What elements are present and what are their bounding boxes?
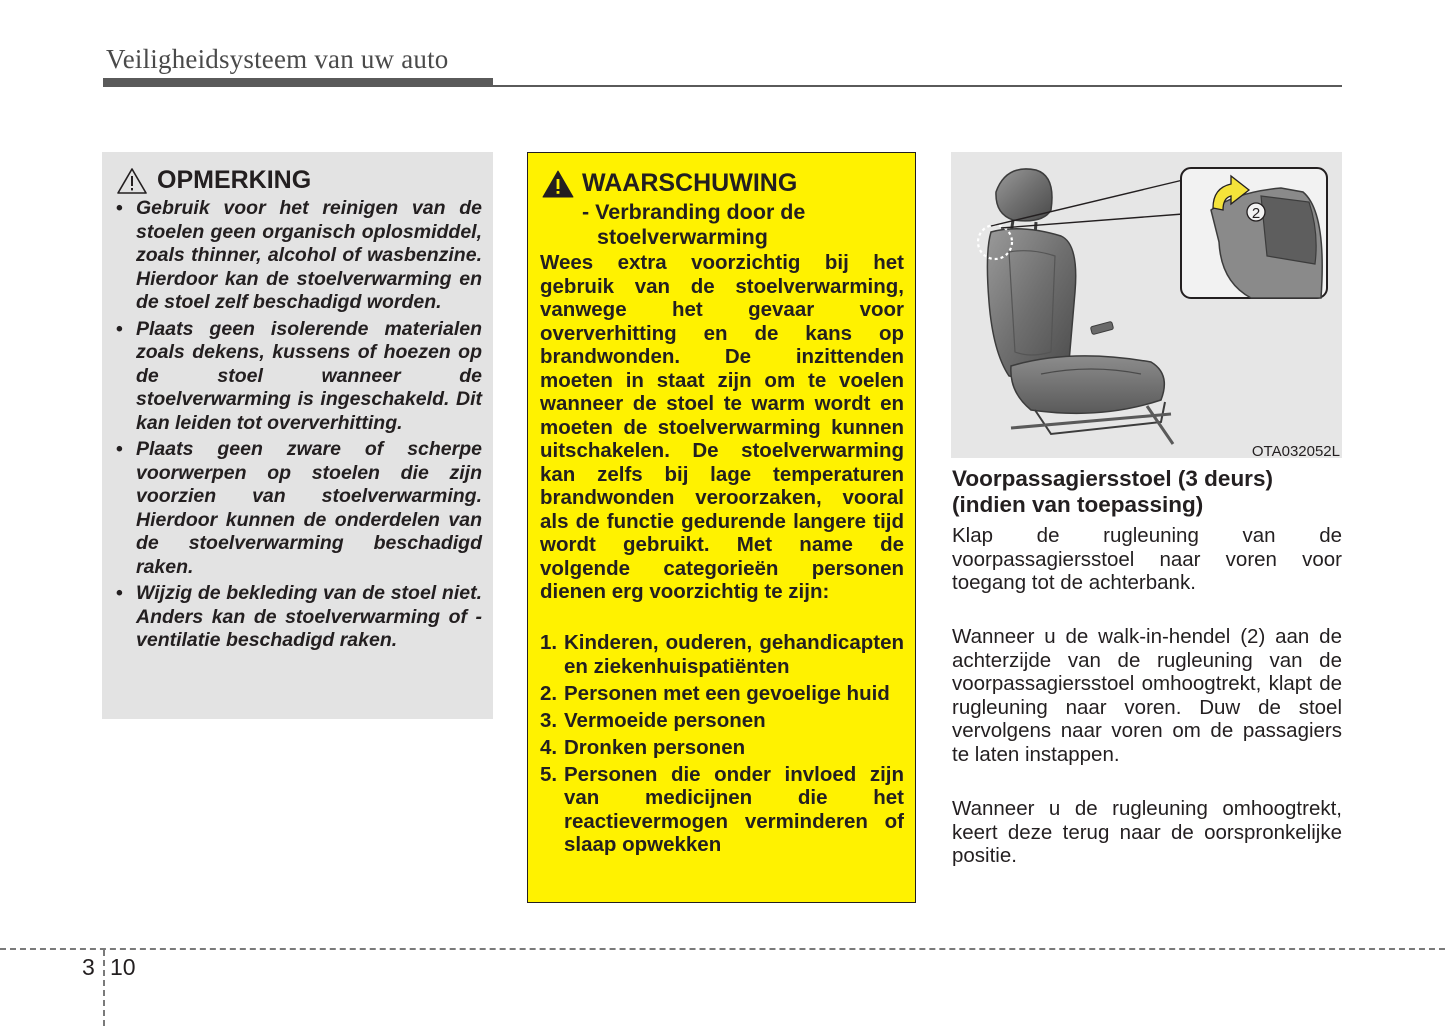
- note-heading-text: OPMERKING: [157, 166, 312, 194]
- note-item: • Gebruik voor het reinigen van de stoelen geen organisch oplosmiddel, zoals thinner, alcohol of wasbenzine. Hierdoor kan de stoelverwarming en de stoel zelf beschadigd worden.: [114, 197, 482, 315]
- figure-code: OTA032052L: [1251, 443, 1340, 460]
- section-heading: Voorpassagiersstoel (3 deurs) (indien van toepassing): [952, 466, 1273, 517]
- warning-list-item: 4. Dronken personen: [540, 735, 746, 759]
- chapter-number: 3: [82, 954, 95, 980]
- warning-list: [540, 631, 904, 860]
- caution-triangle-icon: [116, 167, 148, 195]
- note-item: • Plaats geen isolerende materialen zoals dekens, kussens of hoezen op de stoel wanneer de stoelverwarming is ingeschakeld. Dit kan leiden tot oververhitting.: [114, 318, 482, 436]
- body-paragraph: Wanneer u de walk-in-hendel (2) aan de achterzijde van de rugleuning van de voorpassagiersstoel omhoogtrekt, klapt de rugleuning naar voren. Duw de stoel vervolgens naar voren om de passagiers te laten instappen.: [952, 625, 1342, 766]
- note-box: [102, 152, 493, 719]
- warning-list-item: 5. Personen die onder invloed zijn van medicijnen die het reactievermogen verminderen of slaap opwekken: [540, 762, 904, 856]
- warning-list-item: 3. Vermoeide personen: [540, 708, 766, 732]
- seat-illustration: [951, 152, 1342, 458]
- header-rule-thin: [493, 85, 1342, 87]
- warning-list-item: 1. Kinderen, ouderen, gehandicapten en ziekenhuispatiënten: [540, 631, 904, 678]
- note-list: [114, 197, 482, 656]
- warning-heading: [542, 169, 797, 198]
- header-rule-thick: [103, 78, 493, 87]
- warning-subtitle-line1: - Verbranding door de: [582, 200, 806, 224]
- warning-list-item: 2. Personen met een gevoelige huid: [540, 681, 890, 705]
- warning-body: Wees extra voorzichtig bij het gebruik van de stoelverwarming, vanwege het gevaar voor oververhitting en de kans op brandwonden. De inzittenden moeten in staat zijn om te voelen wanneer de stoel te warm wordt en moeten de stoelverwarming kunnen uitschakelen. De stoelverwarming kan zelfs bij lage temperaturen brandwonden veroorzaken, vooral als de functie gedurende langere tijd wordt gebruikt. Met name de volgende categorieën personen dienen erg voorzichtig te zijn:: [540, 251, 904, 603]
- body-paragraph: Klap de rugleuning van de voorpassagiersstoel naar voren voor toegang tot de achterbank.: [952, 524, 1342, 594]
- running-header-title: Veiligheidsysteem van uw auto: [106, 44, 449, 74]
- footer-dashed-line: [0, 948, 1445, 950]
- warning-subtitle-line2: stoelverwarming: [597, 225, 768, 249]
- warning-box: [527, 152, 916, 903]
- warning-subtitle: [582, 200, 805, 250]
- warning-triangle-icon: [542, 170, 574, 198]
- note-heading: [116, 166, 311, 195]
- footer-dashed-divider: [103, 950, 105, 1026]
- note-item: • Wijzig de bekleding van de stoel niet. Anders kan de stoelverwarming of -ventilatie beschadigd raken.: [114, 582, 482, 653]
- callout-number: 2: [1251, 205, 1261, 222]
- car-seat-drawing: [951, 152, 1342, 458]
- warning-heading-text: WAARSCHUWING: [582, 169, 798, 197]
- body-paragraph: Wanneer u de rugleuning omhoogtrekt, keert deze terug naar de oorspronkelijke positie.: [952, 797, 1342, 867]
- note-item: • Plaats geen zware of scherpe voorwerpen op stoelen die zijn voorzien van stoelverwarming. Hierdoor kunnen de onderdelen van de stoelverwarming beschadigd raken.: [114, 438, 482, 579]
- page-number: 10: [110, 954, 136, 980]
